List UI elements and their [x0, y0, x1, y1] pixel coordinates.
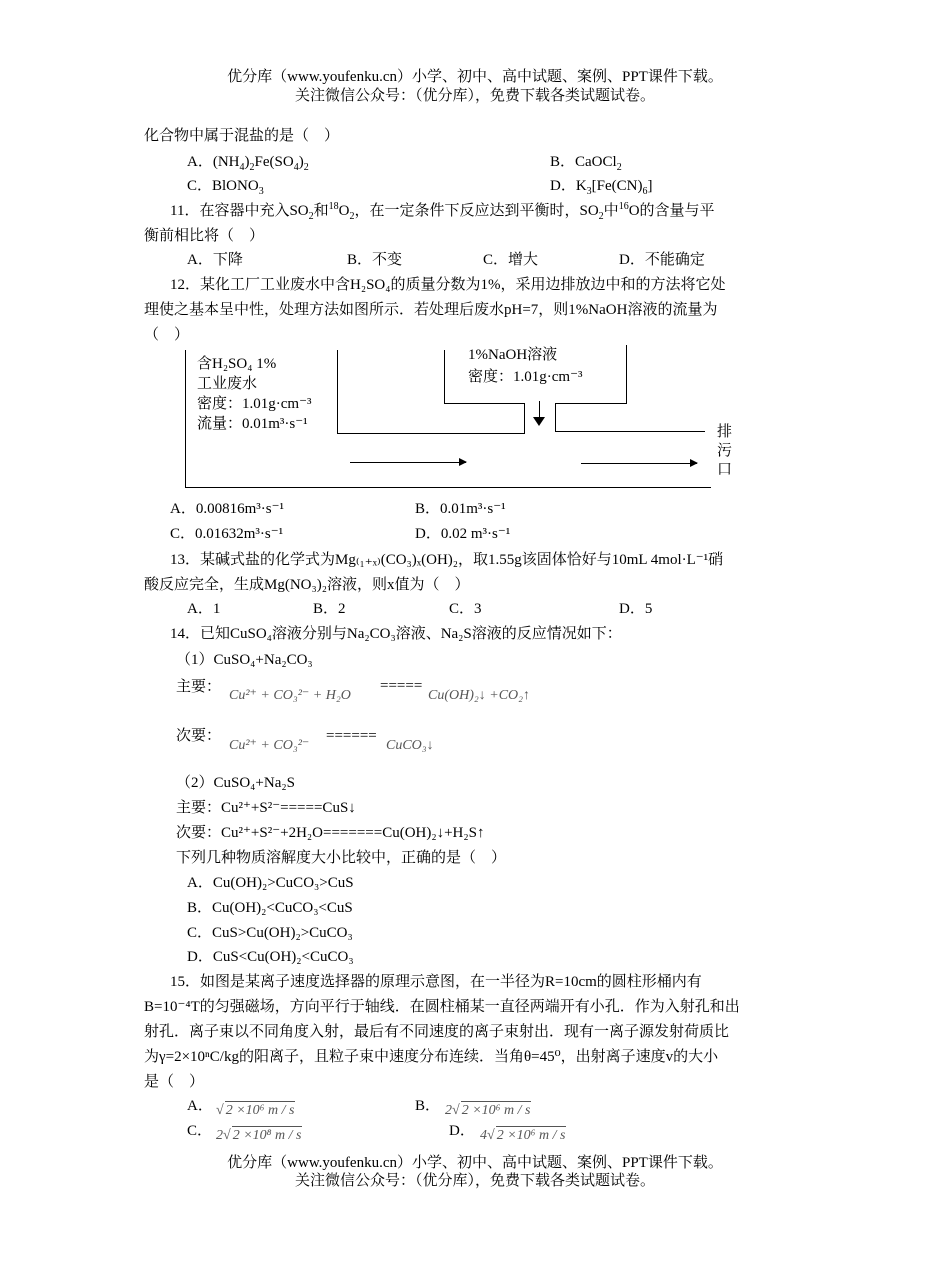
q14-case-1: （1）CuSO₄+Na₂CO₃ — [176, 652, 313, 668]
q15-line-4: 为γ=2×10ⁿC/kg的阳离子，且粒子束中速度分布连续．当角θ=45⁰，出射离子速度v的大小 — [144, 1049, 719, 1065]
q11-option-a: A．下降 — [187, 252, 243, 268]
q14-main-eq-sign: ===== — [380, 678, 423, 694]
q13-line-1: 13．某碱式盐的化学式为Mg₍₁₊ₓ₎(CO₃)ₓ(OH)₂，取1.55g该固体恰好与10mL 4mol·L⁻¹硝 — [170, 552, 724, 568]
q14-option-b: B．Cu(OH)₂<CuCO₃<CuS — [187, 900, 353, 916]
q15-line-3: 射孔．离子束以不同角度入射，最后有不同速度的离子束射出．现有一离子源发射荷质比 — [144, 1024, 730, 1040]
q15-option-b-value: 2√ 2 ×10⁶ m / s — [445, 1103, 531, 1118]
diagram-naoh-right-floor — [555, 403, 627, 404]
header-line-1: 优分库（www.youfenku.cn）小学、初中、高中试题、案例、PPT课件下载。 — [227, 69, 723, 85]
q15-line-2: B=10⁻⁴T的匀强磁场，方向平行于轴线．在圆柱桶某一直径两端开有小孔．作为入射孔和出 — [144, 999, 740, 1015]
q14-case-2-main: 主要：Cu²⁺+S²⁻=====CuS↓ — [176, 800, 356, 816]
q13-option-d: D．5 — [619, 601, 653, 617]
q15-option-d: D． — [449, 1123, 475, 1139]
q10-option-c: C．BlONO$_3$ — [187, 178, 264, 197]
diagram-outlet-top-wall — [555, 431, 705, 432]
waste-label-3: 密度：1.01g·cm⁻³ — [197, 396, 312, 412]
diagram-inner-top-wall — [337, 433, 524, 434]
q10-stem-tail: 化合物中属于混盐的是（ ） — [144, 128, 340, 144]
q15-line-1: 15．如图是某离子速度选择器的原理示意图，在一半径为R=10cm的圆柱形桶内有 — [170, 974, 702, 990]
q15-option-d-value: 4√ 2 ×10⁶ m / s — [480, 1128, 566, 1143]
outlet-label-2: 污 — [717, 443, 733, 459]
naoh-down-arrow-icon — [533, 417, 545, 426]
q14-minor-eq-right: CuCO₃↓ — [386, 738, 434, 753]
q14-line-1: 14．已知CuSO₄溶液分别与Na₂CO₃溶液、Na₂S溶液的反应情况如下： — [170, 626, 622, 642]
q12-option-a: A．0.00816m³·s⁻¹ — [170, 501, 284, 517]
q13-option-c: C．3 — [449, 601, 482, 617]
q14-case-2-minor: 次要：Cu²⁺+S²⁻+2H₂O=======Cu(OH)₂↓+H₂S↑ — [176, 825, 485, 841]
diagram-nozzle-right — [555, 403, 556, 431]
q15-option-a-value: √ 2 ×10⁶ m / s — [216, 1103, 295, 1118]
q12-option-d: D．0.02 m³·s⁻¹ — [415, 526, 511, 542]
q13-option-a: A．1 — [187, 601, 221, 617]
diagram-inner-left-wall — [337, 350, 338, 433]
q12-option-b: B．0.01m³·s⁻¹ — [415, 501, 506, 517]
q15-option-c: C． — [187, 1123, 213, 1139]
q15-option-a: A． — [187, 1098, 213, 1114]
footer-line-2: 关注微信公众号：（优分库），免费下载各类试题试卷。 — [294, 1173, 655, 1189]
q11-option-b: B．不变 — [347, 252, 403, 268]
naoh-label-2: 密度：1.01g·cm⁻³ — [468, 369, 583, 385]
q12-line-1: 12．某化工厂工业废水中含H₂SO₄的质量分数为1%，采用边排放边中和的方法将它处 — [170, 277, 726, 293]
q14-main-label: 主要： — [176, 679, 222, 695]
outlet-label-1: 排 — [717, 424, 733, 440]
q10-option-b: B．CaOCl$_2$ — [550, 154, 622, 173]
q14-minor-label: 次要： — [176, 728, 222, 744]
flow-arrow-right-icon — [581, 463, 697, 464]
q11-option-c: C．增大 — [483, 252, 539, 268]
diagram-naoh-left-wall — [444, 350, 445, 403]
waste-label-2: 工业废水 — [197, 376, 258, 392]
q12-line-3: （ ） — [144, 327, 190, 343]
footer-line-1: 优分库（www.youfenku.cn）小学、初中、高中试题、案例、PPT课件下载。 — [227, 1155, 723, 1171]
q11-line-1: 11．在容器中充入$SO_2$和$^{18}O_2$，在一定条件下反应达到平衡时，$SO_2$中$^{16}$O的含量与平 — [170, 201, 715, 222]
waste-label-1: 含H₂SO₄ 1% — [197, 356, 277, 372]
q14-option-a: A．Cu(OH)₂>CuCO₃>CuS — [187, 875, 354, 891]
diagram-nozzle-left — [524, 403, 525, 434]
q11-option-d: D．不能确定 — [619, 252, 705, 268]
q14-question: 下列几种物质溶解度大小比较中，正确的是（ ） — [176, 850, 507, 866]
header-line-2: 关注微信公众号：（优分库），免费下载各类试题试卷。 — [294, 88, 655, 104]
q15-line-5: 是（ ） — [144, 1074, 205, 1090]
waste-label-4: 流量：0.01m³·s⁻¹ — [197, 416, 308, 432]
naoh-label-1: 1%NaOH溶液 — [468, 347, 558, 363]
q14-main-eq-left: Cu²⁺ + CO₃²⁻ + H₂O — [229, 688, 351, 703]
q14-main-eq-right: Cu(OH)₂↓ +CO₂↑ — [428, 688, 531, 703]
q10-option-d: D．$K_3[Fe(CN)_6]$ — [550, 178, 653, 197]
flow-arrow-left-icon — [350, 462, 466, 463]
diagram-left-wall — [185, 350, 186, 488]
q14-case-2: （2）CuSO₄+Na₂S — [176, 775, 295, 791]
q13-line-2: 酸反应完全，生成Mg(NO₃)₂溶液，则x值为（ ） — [144, 577, 470, 593]
q12-line-2: 理使之基本呈中性，处理方法如图所示．若处理后废水pH=7，则1%NaOH溶液的流量为 — [144, 302, 718, 318]
outlet-label-3: 口 — [717, 462, 733, 478]
q14-option-c: C．CuS>Cu(OH)₂>CuCO₃ — [187, 925, 353, 941]
q12-option-c: C．0.01632m³·s⁻¹ — [170, 526, 284, 542]
q11-line-2: 衡前相比将（ ） — [144, 228, 265, 244]
diagram-naoh-left-floor — [444, 403, 524, 404]
q15-option-c-value: 2√ 2 ×10⁸ m / s — [216, 1128, 302, 1143]
q14-minor-eq-left: Cu²⁺ + CO₃²⁻ — [229, 738, 310, 753]
diagram-bottom-wall — [185, 487, 711, 488]
diagram-naoh-right-wall — [626, 345, 627, 403]
q14-minor-eq-sign: ====== — [326, 728, 377, 744]
q15-option-b: B． — [415, 1098, 441, 1114]
q13-option-b: B．2 — [313, 601, 346, 617]
q10-option-a: A．$(NH_4)_2Fe(SO_4)_2$ — [187, 154, 309, 173]
q14-option-d: D．CuS<Cu(OH)₂<CuCO₃ — [187, 949, 354, 965]
